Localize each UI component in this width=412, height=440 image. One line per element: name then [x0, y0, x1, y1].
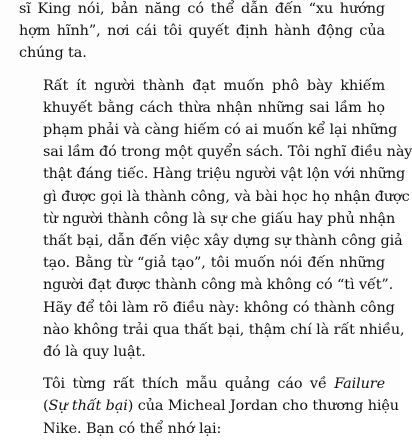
- text-line: [19, 230, 403, 252]
- text-line: [19, 141, 412, 163]
- text-line: [19, 163, 406, 185]
- text-line: [19, 42, 385, 64]
- text-line: [19, 97, 385, 119]
- text-run: Nike. Bạn có thể nhớ lại:: [43, 420, 222, 437]
- text-run: (: [43, 398, 49, 415]
- text-line: [19, 395, 399, 417]
- text-run: khuyết bằng cách thừa nhận những sai lầm họ: [43, 99, 385, 116]
- text-run: ) của Micheal Jordan cho thương hiệu: [127, 398, 399, 415]
- text-line: [19, 418, 385, 440]
- text-run: Hãy để tôi làm rõ điều này: không có thành công: [43, 299, 395, 316]
- text-run: sĩ King nói, bản năng có thể dẫn đến “xu hướng: [19, 1, 385, 17]
- text-line: [19, 341, 385, 363]
- text-run: tạo. Bằng từ “giả tạo”, tôi muốn nói đến những: [43, 255, 385, 272]
- text-line: [19, 119, 398, 141]
- italic-text: Sự thất bại: [48, 398, 128, 415]
- text-line: [19, 373, 385, 395]
- text-run: thật đáng tiếc. Hàng triệu người vật lộn với những: [43, 166, 406, 183]
- text-run: thất bại, dẫn đến việc xây dựng sự thành công giả: [43, 233, 403, 250]
- paragraph: [19, 0, 385, 65]
- text-line: [19, 297, 395, 319]
- text-line: [19, 0, 385, 20]
- text-line: [19, 186, 410, 208]
- text-run: từ người thành công là sự che giấu hay phủ nhận: [43, 210, 396, 227]
- text-run: sai lầm đó trong một quyển sách. Tôi nghĩ điều này: [43, 144, 412, 161]
- text-run: Rất ít người thành đạt muốn phô bày khiếm: [43, 77, 385, 94]
- text-run: người đạt được thành công mà không có “tì vết”.: [43, 277, 394, 294]
- paragraph: [19, 373, 399, 440]
- text-line: [19, 274, 394, 296]
- text-line: [19, 208, 396, 230]
- text-run: Tôi từng rất thích mẫu quảng cáo về: [43, 376, 335, 393]
- text-run: gì được gọi là thành công, và bài học họ nhận được: [43, 188, 410, 205]
- text-line: [19, 252, 385, 274]
- text-line: [19, 319, 405, 341]
- text-line: [19, 20, 385, 42]
- text-run: hợm hĩnh”, nơi cái tôi quyết định hành động của: [19, 23, 385, 40]
- text-run: phạm phải và càng hiếm có ai muốn kể lại những: [43, 122, 398, 139]
- text-run: chúng ta.: [19, 45, 87, 62]
- text-run: nào không trải qua thất bại, thậm chí là rất nhiều,: [43, 321, 405, 338]
- body-text: [19, 0, 412, 440]
- italic-text: Failure: [334, 376, 385, 393]
- text-run: đó là quy luật.: [43, 344, 146, 361]
- paragraph: [19, 75, 412, 364]
- text-line: [19, 75, 385, 97]
